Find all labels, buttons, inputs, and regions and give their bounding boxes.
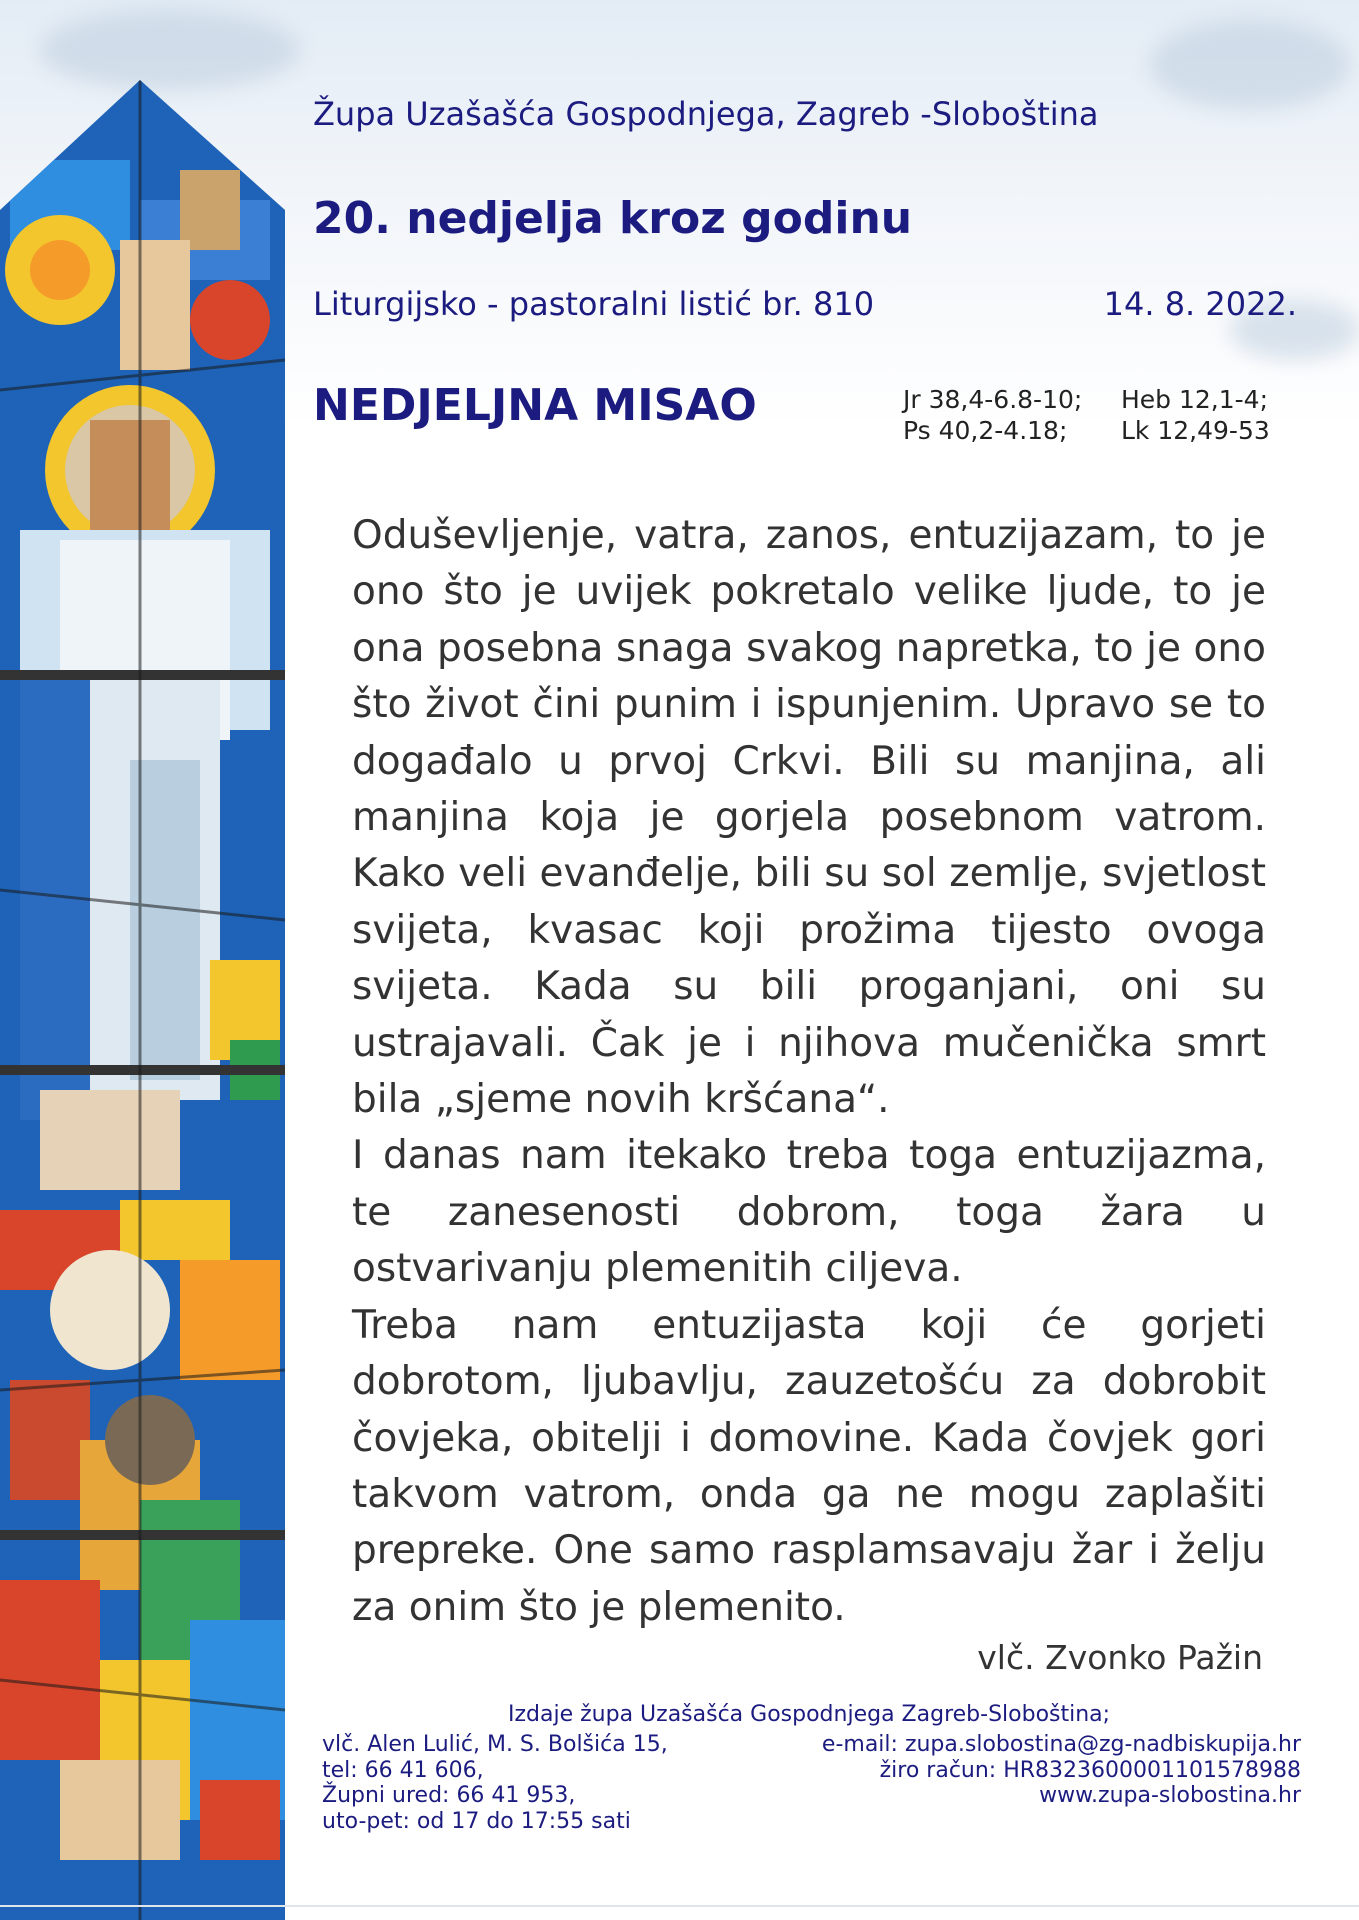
footer-publisher: Izdaje župa Uzašašća Gospodnjega Zagreb-Sloboština;	[508, 1702, 1111, 1727]
reading-ref: Jr 38,4-6.8-10;	[903, 385, 1083, 414]
bulletin-number: Liturgijsko - pastoralni listić br. 810	[313, 285, 875, 323]
reading-ref: Lk 12,49-53	[1121, 416, 1270, 445]
footer-line: Župni ured: 66 41 953,	[322, 1783, 576, 1808]
reading-ref: Ps 40,2-4.18;	[903, 416, 1068, 445]
author-signature: vlč. Zvonko Pažin	[977, 1638, 1263, 1677]
footer-email[interactable]: e-mail: zupa.slobostina@zg-nadbiskupija.hr	[821, 1732, 1301, 1757]
page-title: 20. nedjelja kroz godinu	[313, 193, 913, 244]
bulletin-date: 14. 8. 2022.	[1103, 285, 1297, 323]
sermon-paragraph: Treba nam entuzijasta koji će gorjeti dobrotom, ljubavlju, zauzetošću za dobrobit čovjeka, obitelji i domovine. Kada čovjek gori takvom vatrom, onda ga ne mogu zaplašiti prepreke. One samo rasplamsavaju žar i želju za onim što je plemenito.	[352, 1302, 1266, 1630]
footer-line: vlč. Alen Lulić, M. S. Bolšića 15,	[322, 1732, 668, 1757]
stained-glass-window-image	[0, 60, 285, 1920]
footer-website-link[interactable]: www.zupa-slobostina.hr	[1039, 1783, 1301, 1808]
footer-line: uto-pet: od 17 do 17:55 sati	[322, 1808, 631, 1834]
readings-references	[903, 385, 1281, 445]
parish-name: Župa Uzašašća Gospodnjega, Zagreb -Sloboština	[313, 95, 1099, 133]
sermon-paragraph: I danas nam itekako treba toga entuzijazma, te zanesenosti dobrom, toga žara u ostvarivanju plemenitih ciljeva.	[352, 1133, 1266, 1292]
section-title: NEDJELJNA MISAO	[313, 380, 757, 431]
footer-contact-right	[822, 1732, 1301, 1809]
sermon-text	[352, 508, 1266, 1636]
footer-line: tel: 66 41 606,	[322, 1757, 484, 1783]
reading-ref: Heb 12,1-4;	[1121, 385, 1269, 414]
divider	[0, 1905, 1359, 1907]
footer-contact-left	[322, 1732, 668, 1834]
sermon-paragraph: Oduševljenje, vatra, zanos, entuzijazam, to je ono što je uvijek pokretalo velike ljude, to je ona posebna snaga svakog napretka, to je ono što život čini punim i ispunjenim. Upravo se to događalo u prvoj Crkvi. Bili su manjina, ali manjina koja je gorjela posebnom vatrom. Kako veli evanđelje, bili su sol zemlje, svjetlost svijeta, kvasac koji prožima tijesto ovoga svijeta. Kada su bili proganjani, oni su ustrajavali. Čak je i njihova mučenička smrt bila „sjeme novih kršćana“.	[352, 513, 1266, 1123]
footer-bank-account: žiro račun: HR8323600001101578988	[879, 1757, 1301, 1783]
cloud	[1150, 20, 1350, 110]
